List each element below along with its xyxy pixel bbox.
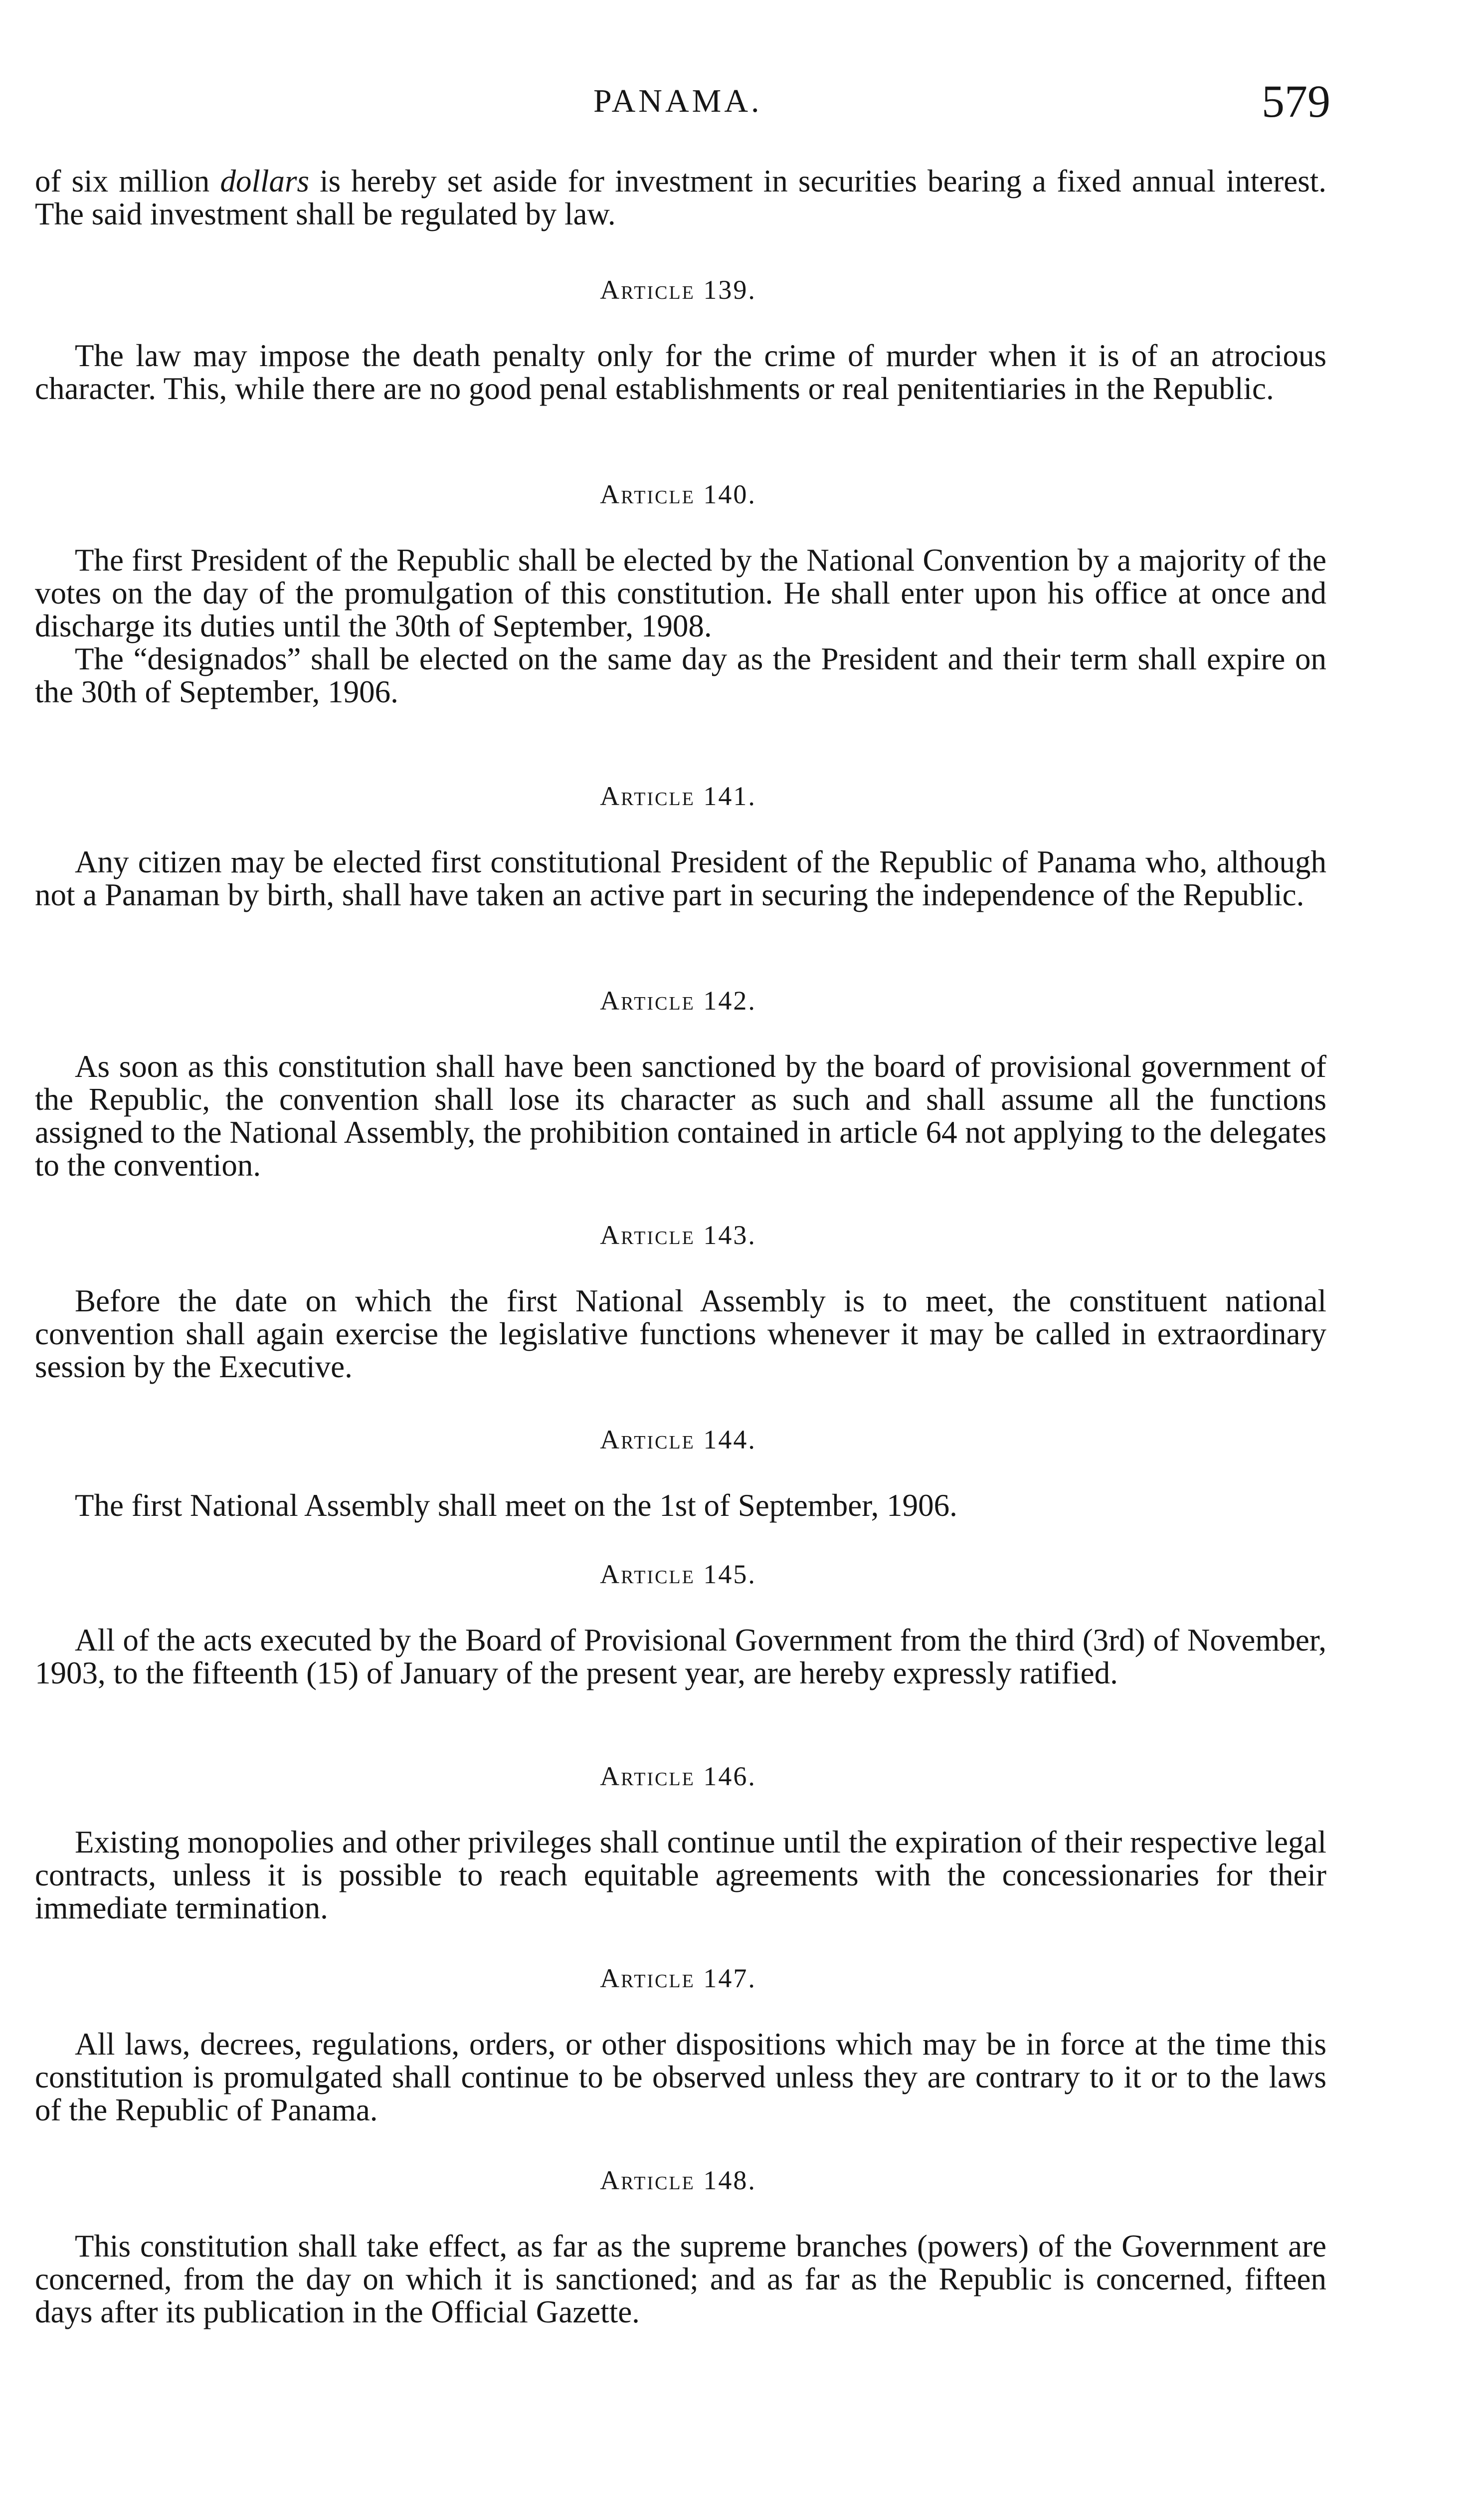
article-body-145: [35, 1624, 1326, 1689]
article-body-139: [35, 339, 1326, 405]
continuation-text-before: of six million: [35, 164, 220, 199]
article-heading-143: Article 143.: [600, 1220, 756, 1250]
article-heading-140: Article 140.: [600, 479, 756, 509]
italic-word: dollars: [220, 164, 309, 199]
article-paragraph: The first National Assembly shall meet on the 1st of September, 1906.: [75, 1488, 957, 1523]
page-number: 579: [1262, 76, 1330, 127]
article-body-143: [35, 1284, 1326, 1383]
article-heading-148: Article 148.: [600, 2165, 756, 2195]
article-heading-144: Article 144.: [600, 1425, 756, 1455]
article-body-146: [35, 1826, 1326, 1924]
continuation-text-after: is hereby set aside for investment in securities bearing a fixed annual interest. The said investment shall be regulated by law.: [35, 164, 1326, 231]
article-heading-141: Article 141.: [600, 781, 756, 811]
article-heading-139: Article 139.: [600, 275, 756, 305]
article-paragraph: The law may impose the death penalty only for the crime of murder when it is of an atrocious character. This, while there are no good penal establishments or real penitentiaries in the Republic.: [35, 338, 1326, 406]
continuation-block: [35, 165, 1326, 230]
article-heading-142: Article 142.: [600, 986, 756, 1016]
continuation-paragraph: [35, 165, 1326, 230]
article-paragraph: As soon as this constitution shall have been sanctioned by the board of provisional government of the Republic, the convention shall lose its character as such and shall assume all the functions assigned to the National Assembly, the prohibition contained in article 64 not applying to the delegates to the convention.: [35, 1049, 1326, 1183]
article-body-142: [35, 1050, 1326, 1182]
article-paragraph: Any citizen may be elected first constitutional President of the Republic of Panama who, although not a Panaman by birth, shall have taken an active part in securing the independence of the Republic.: [35, 844, 1326, 912]
article-heading-145: Article 145.: [600, 1559, 756, 1589]
article-paragraph: This constitution shall take effect, as far as the supreme branches (powers) of the Government are concerned, from the day on which it is sanctioned; and as far as the Republic is concerned, fifteen days after its publication in the Official Gazette.: [35, 2229, 1326, 2329]
article-paragraph: The “designados” shall be elected on the same day as the President and their term shall expire on the 30th of September, 1906.: [35, 641, 1326, 709]
article-heading-147: Article 147.: [600, 1963, 756, 1993]
article-paragraph: The first President of the Republic shall be elected by the National Convention by a majority of the votes on the day of the promulgation of this constitution. He shall enter upon his office at once and discharge its duties until the 30th of September, 1908.: [35, 543, 1326, 643]
article-paragraph: All laws, decrees, regulations, orders, or other dispositions which may be in force at the time this constitution is promulgated shall continue to be observed unless they are contrary to it or to the laws of the Republic of Panama.: [35, 2027, 1326, 2127]
article-paragraph: All of the acts executed by the Board of Provisional Government from the third (3rd) of November, 1903, to the fifteenth (15) of January of the present year, are hereby expressly ratified.: [35, 1623, 1326, 1690]
article-body-140: [35, 544, 1326, 708]
running-title: PANAMA.: [593, 83, 762, 119]
article-body-141: [35, 845, 1326, 911]
article-paragraph: Before the date on which the first National Assembly is to meet, the constituent national convention shall again exercise the legislative functions whenever it may be called in extraordinary session by the Executive.: [35, 1283, 1326, 1384]
article-body-144: [35, 1489, 1326, 1522]
article-body-147: [35, 2028, 1326, 2126]
article-paragraph: Existing monopolies and other privileges shall continue until the expiration of their respective legal contracts, unless it is possible to reach equitable agreements with the concessionaries for their immediate termination.: [35, 1825, 1326, 1925]
article-heading-146: Article 146.: [600, 1761, 756, 1791]
article-body-148: [35, 2230, 1326, 2328]
